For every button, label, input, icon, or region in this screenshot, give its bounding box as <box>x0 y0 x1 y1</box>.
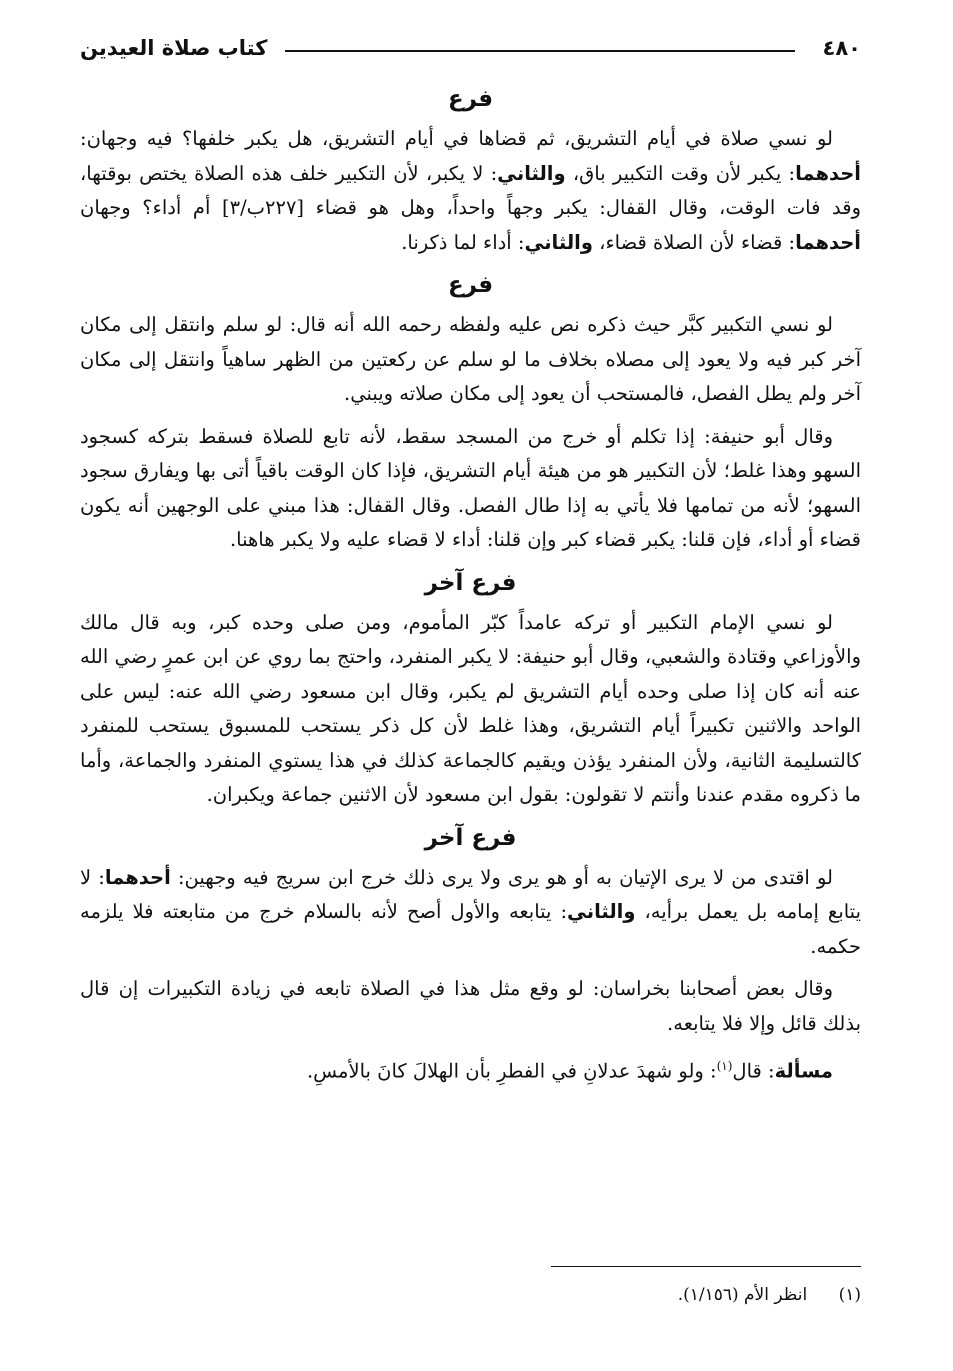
text-run: : ولو شهدَ عدلانِ في الفطرِ بأن الهلالَ كانَ بالأمسِ. <box>306 1059 717 1083</box>
bold-term: أحدهما <box>104 865 171 889</box>
body-content <box>80 82 861 1089</box>
bold-term: والثاني <box>497 161 566 185</box>
bold-term: والثاني <box>524 230 593 254</box>
footnote-rule <box>551 1266 861 1267</box>
text-run: : قال <box>732 1059 775 1083</box>
text-run: : لا يكبر، لأن التكبير خلف هذه الصلاة يختص بوقتها، وقد فات الوقت، وقال القفال: يكبر وجهاً واحداً، وهل هو قضاء [٢٢٧ب/٣] أم أداء؟ وجهان <box>80 161 861 219</box>
bold-term: والثاني <box>567 900 636 923</box>
bold-term: مسألة <box>774 1059 833 1083</box>
footnote <box>678 1282 861 1308</box>
page-number: ٤٨٠ <box>822 36 861 60</box>
paragraph <box>80 1049 861 1089</box>
text-run: لو نسي الإمام التكبير أو تركه عامداً كبّر المأموم، ومن صلى وحده كبر، وبه قال مالك والأوزاعي وقتادة والشعبي، وقال أبو حنيفة: لا يكبر المنفرد، واحتج بما روي عن ابن عمرٍ رضي الله عنه أنه كان إذا صلى وحده أيام التشريق لم يكبر، وقال ابن مسعود رضي الله عنه: ليس على الواحد والاثنين تكبيراً أيام التشريق، وهذا غلط لأن كل ذكر يستحب للمسبوق يستحب للمنفرد كالتسليمة الثانية، ولأن المنفرد يؤذن ويقيم كالجماعة كذلك في هذا يستوي المنفرد والجماعة، وأما ما ذكروه مقدم عندنا وأنتم لا تقولون: بقول ابن مسعود لأن الاثنين جماعة ويكبران. <box>80 610 861 806</box>
text-run: : قضاء لأن الصلاة قضاء، <box>592 230 796 254</box>
section-heading: فرع آخر <box>424 824 517 851</box>
running-title: كتاب صلاة العيدين <box>80 36 268 60</box>
page-header <box>80 28 861 68</box>
bold-term: أحدهما <box>795 230 861 254</box>
text-run: لو نسي صلاة في أيام التشريق، ثم قضاها في أيام التشريق، هل يكبر خلفها؟ فيه وجهان: <box>80 127 833 150</box>
text-run: : أداء لما ذكرنا. <box>401 230 525 254</box>
header-rule <box>285 50 794 52</box>
bold-term: أحدهما <box>795 161 861 185</box>
text-run: : يكبر لأن وقت التكبير باق، <box>565 161 796 185</box>
paragraph <box>80 122 861 260</box>
text-run: لو اقتدى من لا يرى الإتيان به أو هو يرى ولا يرى ذلك خرج ابن سريج فيه وجهين: <box>170 865 834 889</box>
paragraph <box>80 972 861 1041</box>
paragraph <box>80 420 861 558</box>
text-run: : لا يتابع إمامه بل يعمل برأيه، <box>80 865 861 923</box>
paragraph <box>80 308 861 412</box>
text-run: وقال أبو حنيفة: إذا تكلم أو خرج من المسجد سقط، لأنه تابع للصلاة فسقط بتركه كسجود السهو وهذا غلط؛ لأن التكبير هو من هيئة أيام التشريق، فإذا كان الوقت باقياً أتى بها ويفارق سجود السهو؛ لأنه من تمامها فلا يأتي به إذا طال الفصل. وقال القفال: هذا مبني على الوجهين أنه يكون قضاء أو أداء، فإن قلنا: يكبر قضاء كبر وإن قلنا: أداء لا قضاء عليه ولا يكبر هاهنا. <box>80 424 861 551</box>
text-run: : يتابعه والأول أصح لأنه بالسلام خرج من متابعته فلا يلزمه حكمه. <box>80 900 861 958</box>
text-run: لو نسي التكبير كبَّر حيث ذكره نص عليه ولفظه رحمه الله أنه قال: لو سلم وانتقل إلى مكان آخر كبر فيه ولا يعود إلى مصلاه بخلاف ما لو سلم عن ركعتين من الظهر ساهياً وانتقل إلى مكان آخر ولم يطل الفصل، فالمستحب أن يعود إلى مكان صلاته ويبني. <box>80 313 861 405</box>
paragraph <box>80 606 861 813</box>
footnote-number: (١) <box>838 1285 861 1305</box>
text-run: وقال بعض أصحابنا بخراسان: لو وقع مثل هذا في الصلاة تابعه في زيادة التكبيرات إن قال بذلك قائل وإلا فلا يتابعه. <box>80 977 861 1035</box>
section-heading: فرع <box>447 86 494 112</box>
paragraph <box>80 861 861 965</box>
footnote-text: انظر الأم (١/١٥٦). <box>677 1285 808 1305</box>
footnote-ref: (١) <box>716 1059 733 1073</box>
section-heading: فرع <box>447 272 494 298</box>
section-heading: فرع آخر <box>424 569 517 596</box>
